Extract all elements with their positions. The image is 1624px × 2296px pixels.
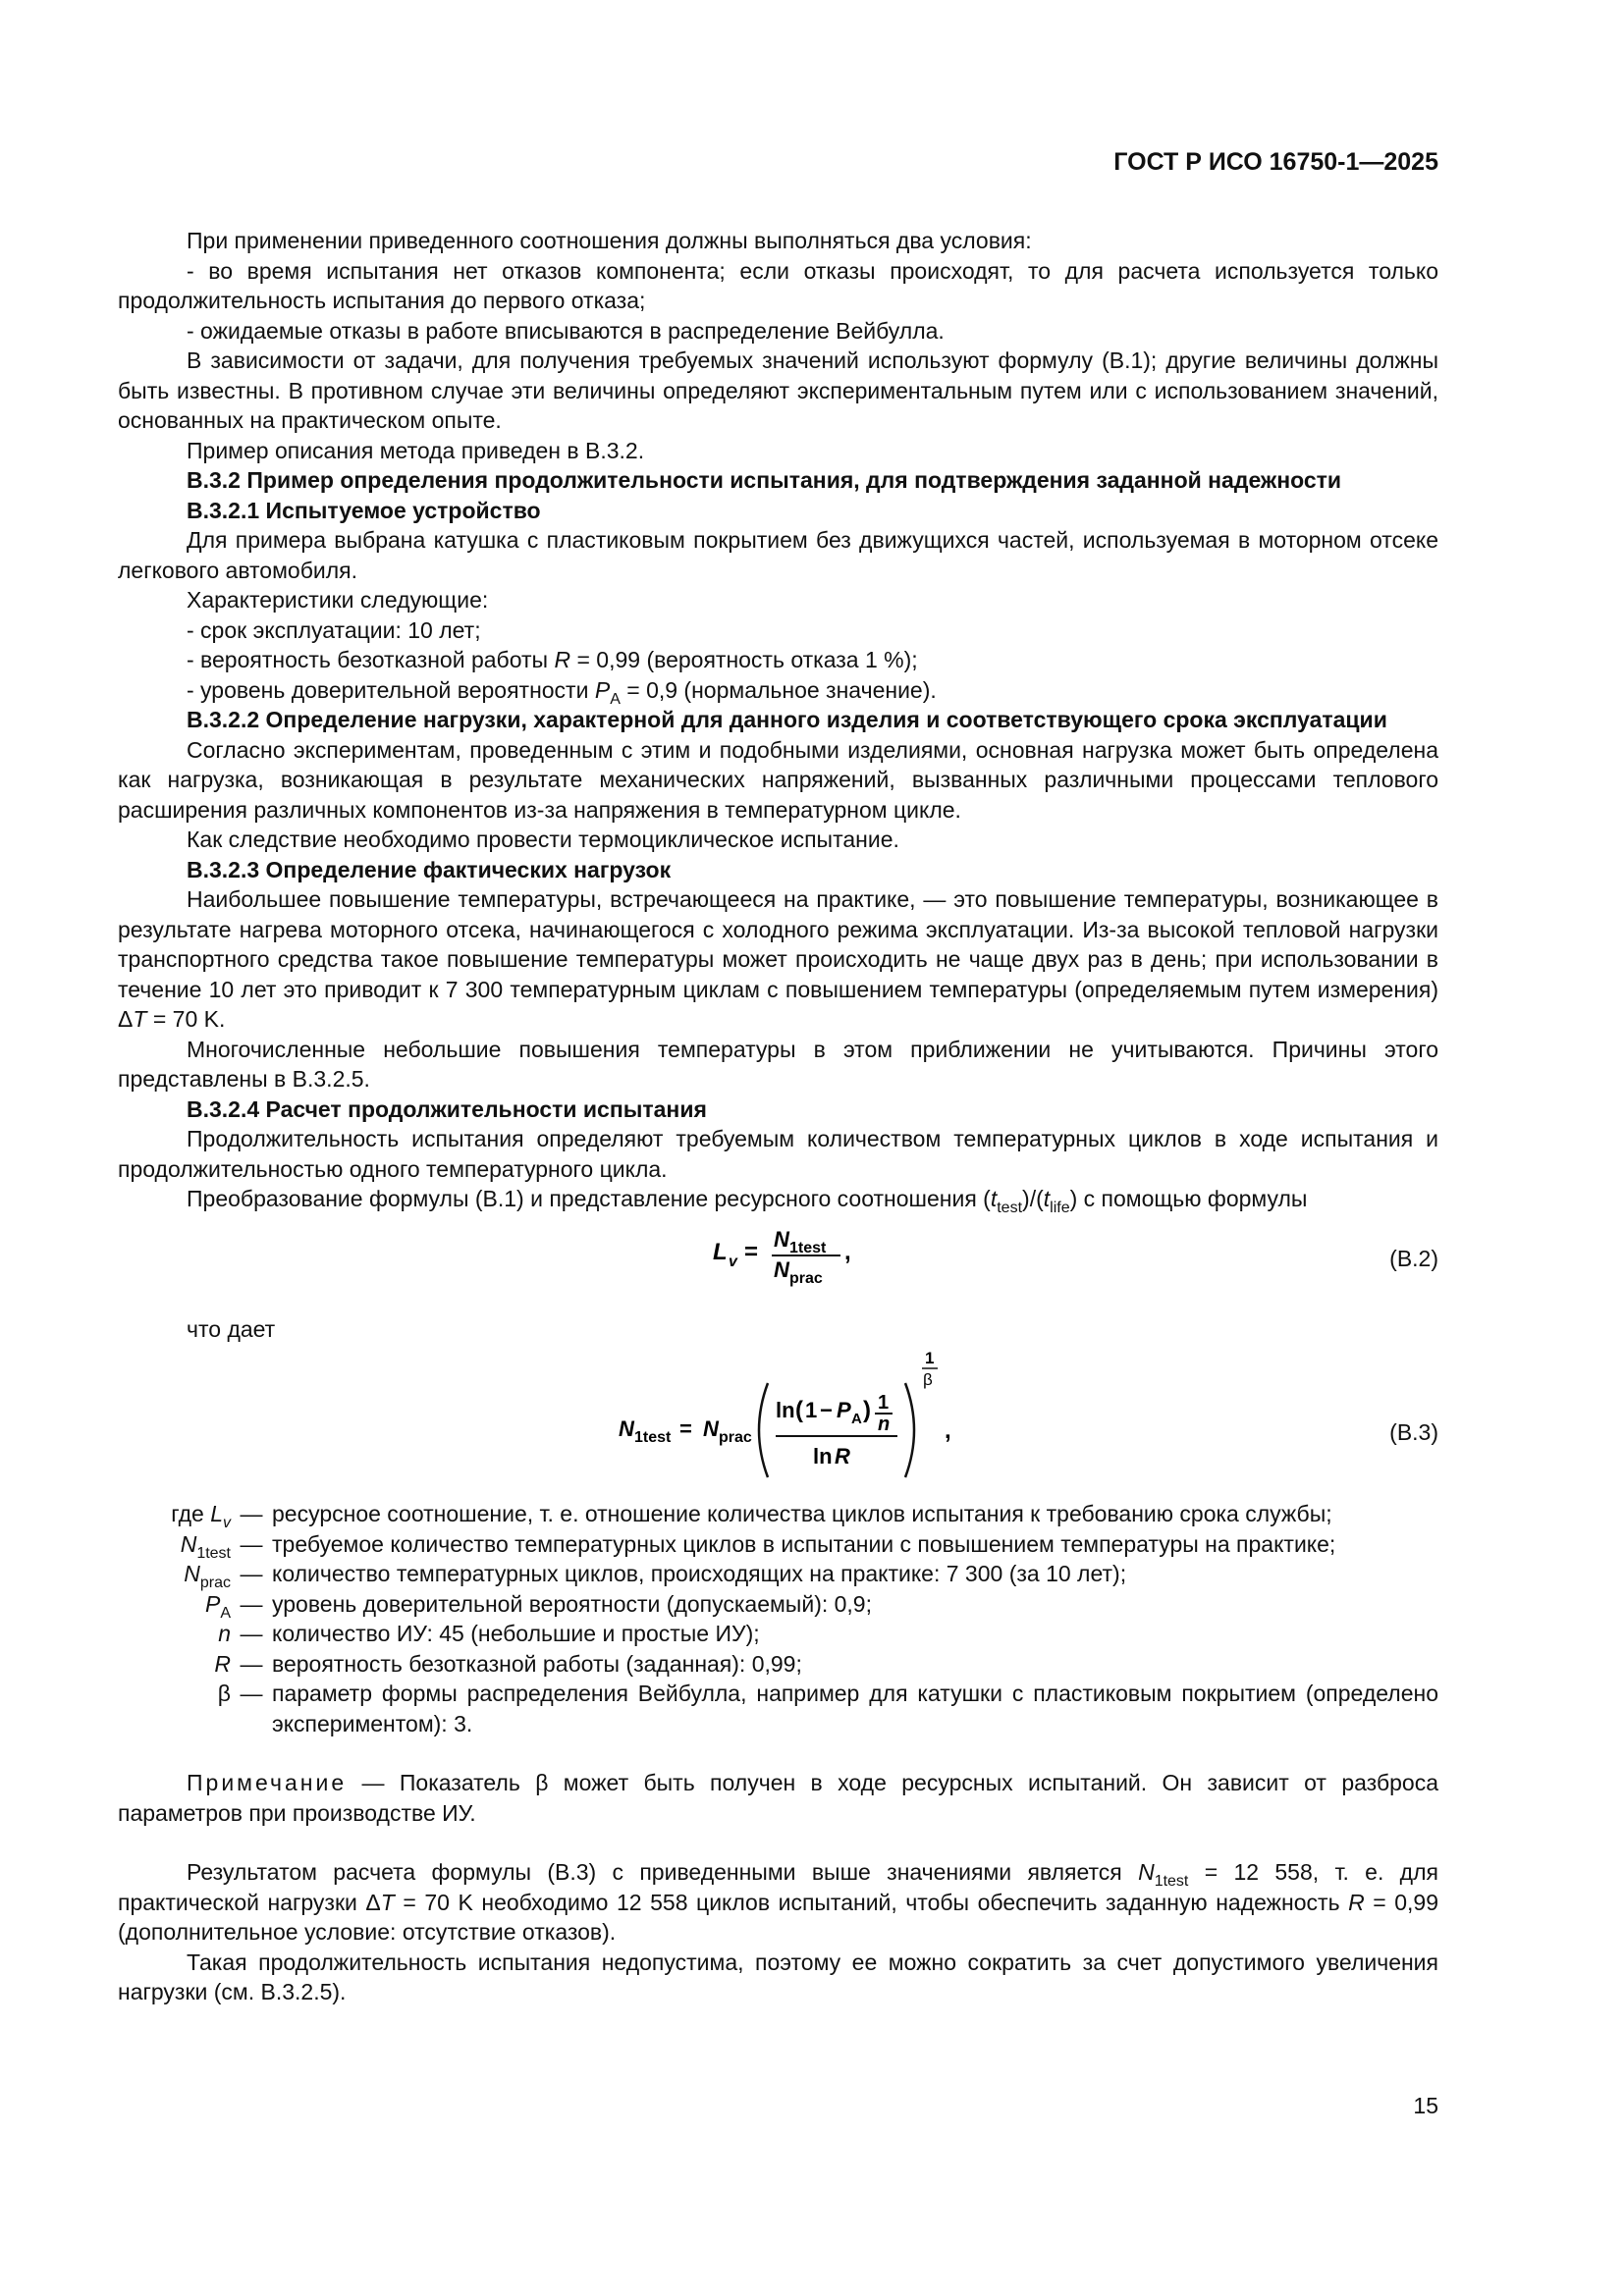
formula-b3-paren-close: ) (863, 1397, 871, 1423)
definition-dash: — (240, 1561, 263, 1586)
definition-dash: — (240, 1590, 263, 1617)
spacer (118, 1828, 1438, 1857)
formula-b2-den-sub: prac (789, 1269, 823, 1287)
formula-b3-label: (B.3) (1389, 1419, 1438, 1445)
formula-b3-P: P (837, 1398, 851, 1422)
paragraph: Характеристики следующие: (187, 587, 489, 613)
paragraph: Такая продолжительность испытания недопустима, поэтому ее можно сократить за счет допустимого увеличения нагрузки (см. B.3.2.5). (118, 1949, 1438, 2004)
definition-row (118, 1499, 1438, 1529)
formula-b3-inner-num: 1 (878, 1392, 890, 1414)
definition-text: количество температурных циклов, происходящих на практике: 7 300 (за 10 лет); (272, 1561, 1127, 1586)
formula-b3-den-ln: ln (813, 1444, 833, 1468)
formula-b3-ln1: ln (776, 1398, 795, 1422)
definition-row (118, 1649, 1438, 1680)
paragraph: Преобразование формулы (B.1) и представление ресурсного соотношения $(t_{test})/(t_{life})$ с помощью формулы (187, 1186, 1308, 1216)
definition-row (118, 1529, 1438, 1560)
section-heading-b321: B.3.2.1 Испытуемое устройство (187, 497, 541, 523)
definition-row (118, 1679, 1438, 1738)
document-code-header: ГОСТ Р ИСО 16750-1—2025 (1113, 148, 1438, 176)
definition-symbol: R (214, 1650, 231, 1677)
definition-text: количество ИУ: 45 (небольшие и простые ИУ); (272, 1621, 760, 1646)
list-item: - срок эксплуатации: 10 лет; (187, 616, 481, 643)
note (118, 1768, 1438, 1828)
definition-text: уровень доверительной вероятности (допускаемый): 0,9; (272, 1590, 872, 1617)
formula-b3-inner-den: n (878, 1414, 891, 1435)
formula-b2-comma: , (844, 1238, 851, 1265)
formula-b3-lhs: N (619, 1416, 634, 1441)
definition-dash: — (240, 1501, 263, 1526)
paragraph: Продолжительность испытания определяют требуемым количеством температурных циклов в ходе испытания и продолжительностью одного температурного цикла. (118, 1126, 1438, 1182)
definition-symbol: где $L_v$ (171, 1501, 231, 1531)
formula-b2-equals: = (744, 1238, 759, 1265)
definition-symbol: $N_{prac}$ (184, 1561, 231, 1591)
paragraph: Для примера выбрана катушка с пластиковым покрытием без движущихся частей, используемая в моторном отсеке легкового автомобиля. (118, 527, 1438, 583)
list-item: - уровень доверительной вероятности $P_A = 0,9$ (нормальное значение). (187, 676, 937, 708)
paragraph: Наибольшее повышение температуры, встречающееся на практике, — это повышение температуры, возникающее в результате нагрева моторного отсека, начинающегося с холодного режима эксплуатации. Из-за высокой тепловой нагрузки транспортного средства такое повышение температуры может происходить не чаще двух раз в день; при использовании в течение 10 лет это приводит к 7 300 температурным циклам с повышением температуры (определяемым путем измерения) ΔT = 70 K. (118, 886, 1438, 1032)
definition-symbol: $P_A$ (204, 1590, 231, 1622)
definition-row (118, 1619, 1438, 1649)
formula-b3-minus: − (820, 1398, 833, 1422)
definition-symbol: β (217, 1681, 231, 1706)
formula-b3-lhs-sub: 1test (634, 1429, 672, 1446)
paragraph: что дает (187, 1315, 276, 1342)
paragraph: Как следствие необходимо провести термоциклическое испытание. (187, 827, 899, 852)
definition-text: ресурсное соотношение, т. е. отношение количества циклов испытания к требованию срока службы; (272, 1501, 1332, 1526)
formula-b3-left-big-paren (759, 1383, 768, 1477)
formula-b2-lhs-sub: v (729, 1253, 737, 1270)
formula-b3-paren-open: ( (795, 1397, 803, 1423)
definition-text: параметр формы распределения Вейбулла, например для катушки с пластиковым покрытием (определено экспериментом): 3. (272, 1681, 1438, 1736)
formula-b3-comma: , (945, 1417, 951, 1444)
document-page (118, 0, 1438, 2296)
section-heading-b324: B.3.2.4 Расчет продолжительности испытания (187, 1095, 707, 1122)
definition-dash: — (240, 1530, 263, 1557)
definition-dash: — (240, 1621, 263, 1646)
paragraph: Пример описания метода приведен в B.3.2. (187, 437, 645, 463)
paragraph: Многочисленные небольшие повышения температуры в этом приближении не учитываются. Причины этого представлены в B.3.2.5. (118, 1036, 1438, 1092)
formula-b3-graphic (619, 1344, 992, 1491)
variable-definitions (118, 1499, 1438, 1738)
definition-row (118, 1589, 1438, 1620)
definition-text: требуемое количество температурных циклов в испытании с повышением температуры на практике; (272, 1530, 1336, 1557)
note-text: — Показатель β может быть получен в ходе ресурсных испытаний. Он зависит от разброса параметров при производстве ИУ. (118, 1770, 1438, 1826)
definition-text: вероятность безотказной работы (заданная): 0,99; (272, 1650, 802, 1677)
formula-b3-exp-den: β (923, 1370, 933, 1389)
spacer (118, 1293, 1438, 1314)
formula-b2-num-sub: 1test (789, 1239, 827, 1256)
formula-b2-num: N (774, 1226, 789, 1252)
definition-dash: — (240, 1681, 263, 1706)
spacer (118, 1738, 1438, 1768)
formula-b3-den-R: R (835, 1444, 850, 1468)
section-heading-b32: B.3.2 Пример определения продолжительности испытания, для подтверждения заданной надежности (187, 467, 1342, 493)
definition-row (118, 1559, 1438, 1589)
formula-b3-equals: = (679, 1416, 692, 1441)
formula-b3-rhs-sub: prac (719, 1429, 752, 1446)
formula-b2-graphic (707, 1214, 923, 1293)
formula-b3 (118, 1344, 1438, 1491)
definition-dash: — (240, 1650, 263, 1677)
section-heading-b322: B.3.2.2 Определение нагрузки, характерной для данного изделия и соответствующего срока эксплуатации (187, 707, 1387, 732)
formula-b3-one: 1 (805, 1398, 818, 1422)
formula-b3-right-big-paren (905, 1383, 914, 1477)
list-item: - ожидаемые отказы в работе вписываются в распределение Вейбулла. (187, 317, 945, 344)
formula-b2 (118, 1214, 1438, 1293)
formula-b2-lhs: L (713, 1238, 728, 1265)
paragraph: Согласно экспериментам, проведенным с этим и подобными изделиями, основная нагрузка может быть определена как нагрузка, возникающая в результате механических напряжений, вызванных различными процессами теплового расширения различных компонентов из-за напряжения в температурном цикле. (118, 736, 1438, 823)
document-body (118, 226, 1438, 2007)
formula-b3-exp-num: 1 (925, 1349, 935, 1367)
formula-b2-label: (B.2) (1389, 1245, 1438, 1271)
list-item: - вероятность безотказной работы R = 0,99 (вероятность отказа 1 %); (187, 647, 918, 672)
paragraph: В зависимости от задачи, для получения требуемых значений используют формулу (B.1); другие величины должны быть известны. В противном случае эти величины определяют экспериментальным путем или с использованием значений, основанных на практическом опыте. (118, 347, 1438, 433)
formula-b3-P-sub: A (851, 1411, 862, 1427)
list-item: - во время испытания нет отказов компонента; если отказы происходят, то для расчета используется только продолжительность испытания до первого отказа; (118, 257, 1438, 313)
definition-symbol: $N_{1test}$ (180, 1530, 231, 1562)
formula-b2-den: N (774, 1256, 789, 1282)
paragraph: Результатом расчета формулы (B.3) с приведенными выше значениями является $N_{1test} = 12$ 558, т. е. для практической нагрузки ΔT = 70 K необходимо 12 558 циклов испытаний, чтобы обеспечить заданную надежность R = 0,99 (дополнительное условие: отсутствие отказов). (118, 1859, 1439, 1945)
paragraph: При применении приведенного соотношения должны выполняться два условия: (187, 228, 1032, 253)
formula-b3-rhs: N (703, 1416, 719, 1441)
page-number: 15 (1413, 2093, 1438, 2118)
section-heading-b323: B.3.2.3 Определение фактических нагрузок (187, 856, 672, 882)
definition-symbol: n (218, 1621, 231, 1646)
note-label: Примечание (187, 1770, 348, 1795)
